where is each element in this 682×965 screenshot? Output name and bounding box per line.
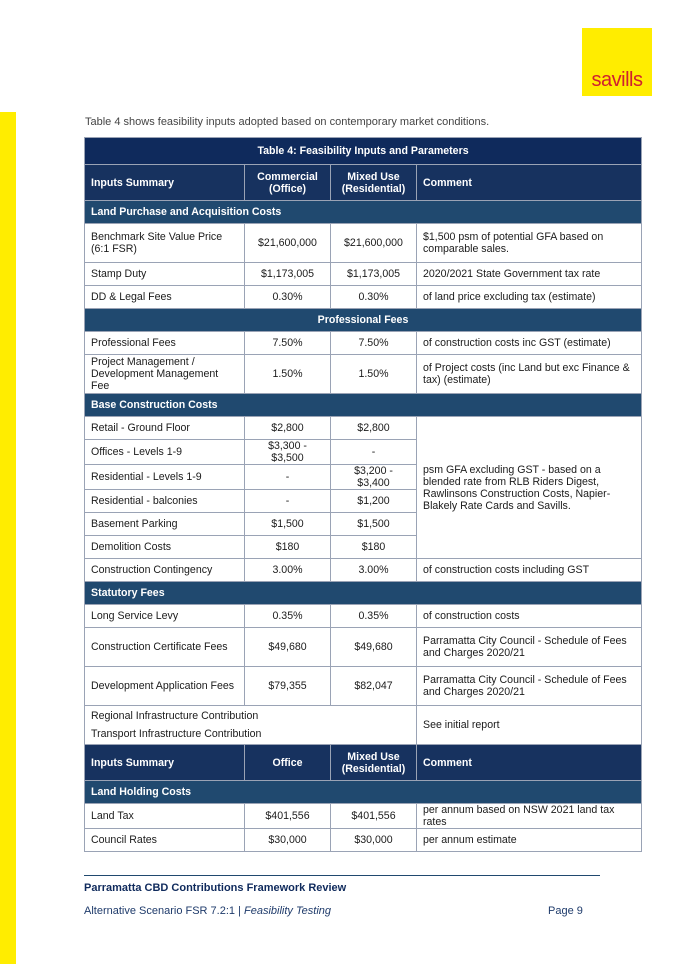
table-row [85,605,642,628]
section-row [85,201,642,224]
row-value-office: $180 [245,536,331,559]
header-inputs-summary: Inputs Summary [85,165,245,201]
page-number: Page 9 [548,905,583,917]
row-comment: of Project costs (inc Land but exc Finance & tax) (estimate) [417,355,642,394]
row-value-office: 0.35% [245,605,331,628]
transport-infrastructure-label: Transport Infrastructure Contribution [91,728,262,740]
row-comment: per annum based on NSW 2021 land tax rates [417,804,642,829]
section-construction: Base Construction Costs [85,394,642,417]
table-row [85,628,642,667]
row-comment: 2020/2021 State Government tax rate [417,263,642,286]
row-value-office: $1,500 [245,513,331,536]
section-statutory: Statutory Fees [85,582,642,605]
infrastructure-labels [85,706,417,745]
row-value-office: $401,556 [245,804,331,829]
row-value-residential: 3.00% [331,559,417,582]
row-label: Professional Fees [85,332,245,355]
left-accent-bar [0,112,16,964]
row-value-office: $30,000 [245,829,331,852]
table-header-row-2 [85,745,642,781]
row-value-residential: $401,556 [331,804,417,829]
table-row [85,417,642,440]
row-label: Residential - Levels 1-9 [85,465,245,490]
section-row [85,309,642,332]
row-value-residential: $2,800 [331,417,417,440]
row-label: Project Management / Development Management Fee [85,355,245,394]
section-holding: Land Holding Costs [85,781,642,804]
row-value-residential: $21,600,000 [331,224,417,263]
header-comment-2: Comment [417,745,642,781]
row-label: Council Rates [85,829,245,852]
row-value-residential: $30,000 [331,829,417,852]
row-label: Development Application Fees [85,667,245,706]
row-value-office: $79,355 [245,667,331,706]
row-value-residential: - [331,440,417,465]
row-value-residential: $1,173,005 [331,263,417,286]
header-mixed-use: Mixed Use (Residential) [331,165,417,201]
row-value-residential: 1.50% [331,355,417,394]
row-comment: $1,500 psm of potential GFA based on comparable sales. [417,224,642,263]
row-value-residential: $1,500 [331,513,417,536]
header-mixed-use-2: Mixed Use (Residential) [331,745,417,781]
table-row [85,224,642,263]
row-label: Residential - balconies [85,490,245,513]
row-value-office: - [245,490,331,513]
row-label: Demolition Costs [85,536,245,559]
regional-infrastructure-label: Regional Infrastructure Contribution [91,710,259,722]
table-row [85,804,642,829]
row-label: Retail - Ground Floor [85,417,245,440]
row-comment: Parramatta City Council - Schedule of Fees and Charges 2020/21 [417,628,642,667]
row-label: Basement Parking [85,513,245,536]
row-label: Benchmark Site Value Price (6:1 FSR) [85,224,245,263]
footer-subtitle-italic: Feasibility Testing [244,905,332,917]
table-row [85,263,642,286]
row-value-office: $49,680 [245,628,331,667]
row-value-office: $2,800 [245,417,331,440]
footer-title: Parramatta CBD Contributions Framework Review [84,882,347,894]
footer-subtitle [84,905,331,917]
row-label: Offices - Levels 1-9 [85,440,245,465]
row-value-residential: 7.50% [331,332,417,355]
row-label: Construction Certificate Fees [85,628,245,667]
row-value-residential: 0.30% [331,286,417,309]
row-value-office: 7.50% [245,332,331,355]
savills-logo [582,28,652,96]
row-comment: of construction costs including GST [417,559,642,582]
row-value-office: - [245,465,331,490]
footer-subtitle-plain: Alternative Scenario FSR 7.2:1 | [84,905,244,917]
row-value-office: $1,173,005 [245,263,331,286]
section-row [85,582,642,605]
row-comment: of land price excluding tax (estimate) [417,286,642,309]
logo-text: savills [591,69,643,91]
table-row [85,286,642,309]
row-value-office: 0.30% [245,286,331,309]
table-header-row [85,165,642,201]
row-value-office: 3.00% [245,559,331,582]
row-value-residential: 0.35% [331,605,417,628]
header-comment: Comment [417,165,642,201]
table-row [85,559,642,582]
table-row [85,706,642,745]
row-value-residential: $180 [331,536,417,559]
row-value-residential: $82,047 [331,667,417,706]
table-title: Table 4: Feasibility Inputs and Parameters [85,138,642,165]
footer-divider [84,875,600,876]
row-comment: Parramatta City Council - Schedule of Fees and Charges 2020/21 [417,667,642,706]
row-comment: See initial report [417,706,642,745]
section-row [85,781,642,804]
row-value-residential: $1,200 [331,490,417,513]
row-value-office: $21,600,000 [245,224,331,263]
row-label: Stamp Duty [85,263,245,286]
row-label: Long Service Levy [85,605,245,628]
section-row [85,394,642,417]
section-land: Land Purchase and Acquisition Costs [85,201,642,224]
header-office-2: Office [245,745,331,781]
table-row [85,667,642,706]
row-label: Construction Contingency [85,559,245,582]
row-value-office: $3,300 - $3,500 [245,440,331,465]
header-commercial: Commercial (Office) [245,165,331,201]
table-row [85,332,642,355]
row-comment: of construction costs [417,605,642,628]
table-title-row [85,138,642,165]
table-row [85,355,642,394]
row-comment: per annum estimate [417,829,642,852]
intro-text: Table 4 shows feasibility inputs adopted based on contemporary market conditions. [85,116,490,128]
header-inputs-summary-2: Inputs Summary [85,745,245,781]
row-label: DD & Legal Fees [85,286,245,309]
row-value-residential: $49,680 [331,628,417,667]
row-comment: of construction costs inc GST (estimate) [417,332,642,355]
row-value-residential: $3,200 - $3,400 [331,465,417,490]
row-label: Land Tax [85,804,245,829]
table-row [85,829,642,852]
feasibility-table [84,137,642,852]
section-professional: Professional Fees [85,309,642,332]
construction-comment: psm GFA excluding GST - based on a blended rate from RLB Riders Digest, Rawlinsons Construction Costs, Napier-Blakely Rate Cards and Savills. [417,417,642,559]
row-value-office: 1.50% [245,355,331,394]
